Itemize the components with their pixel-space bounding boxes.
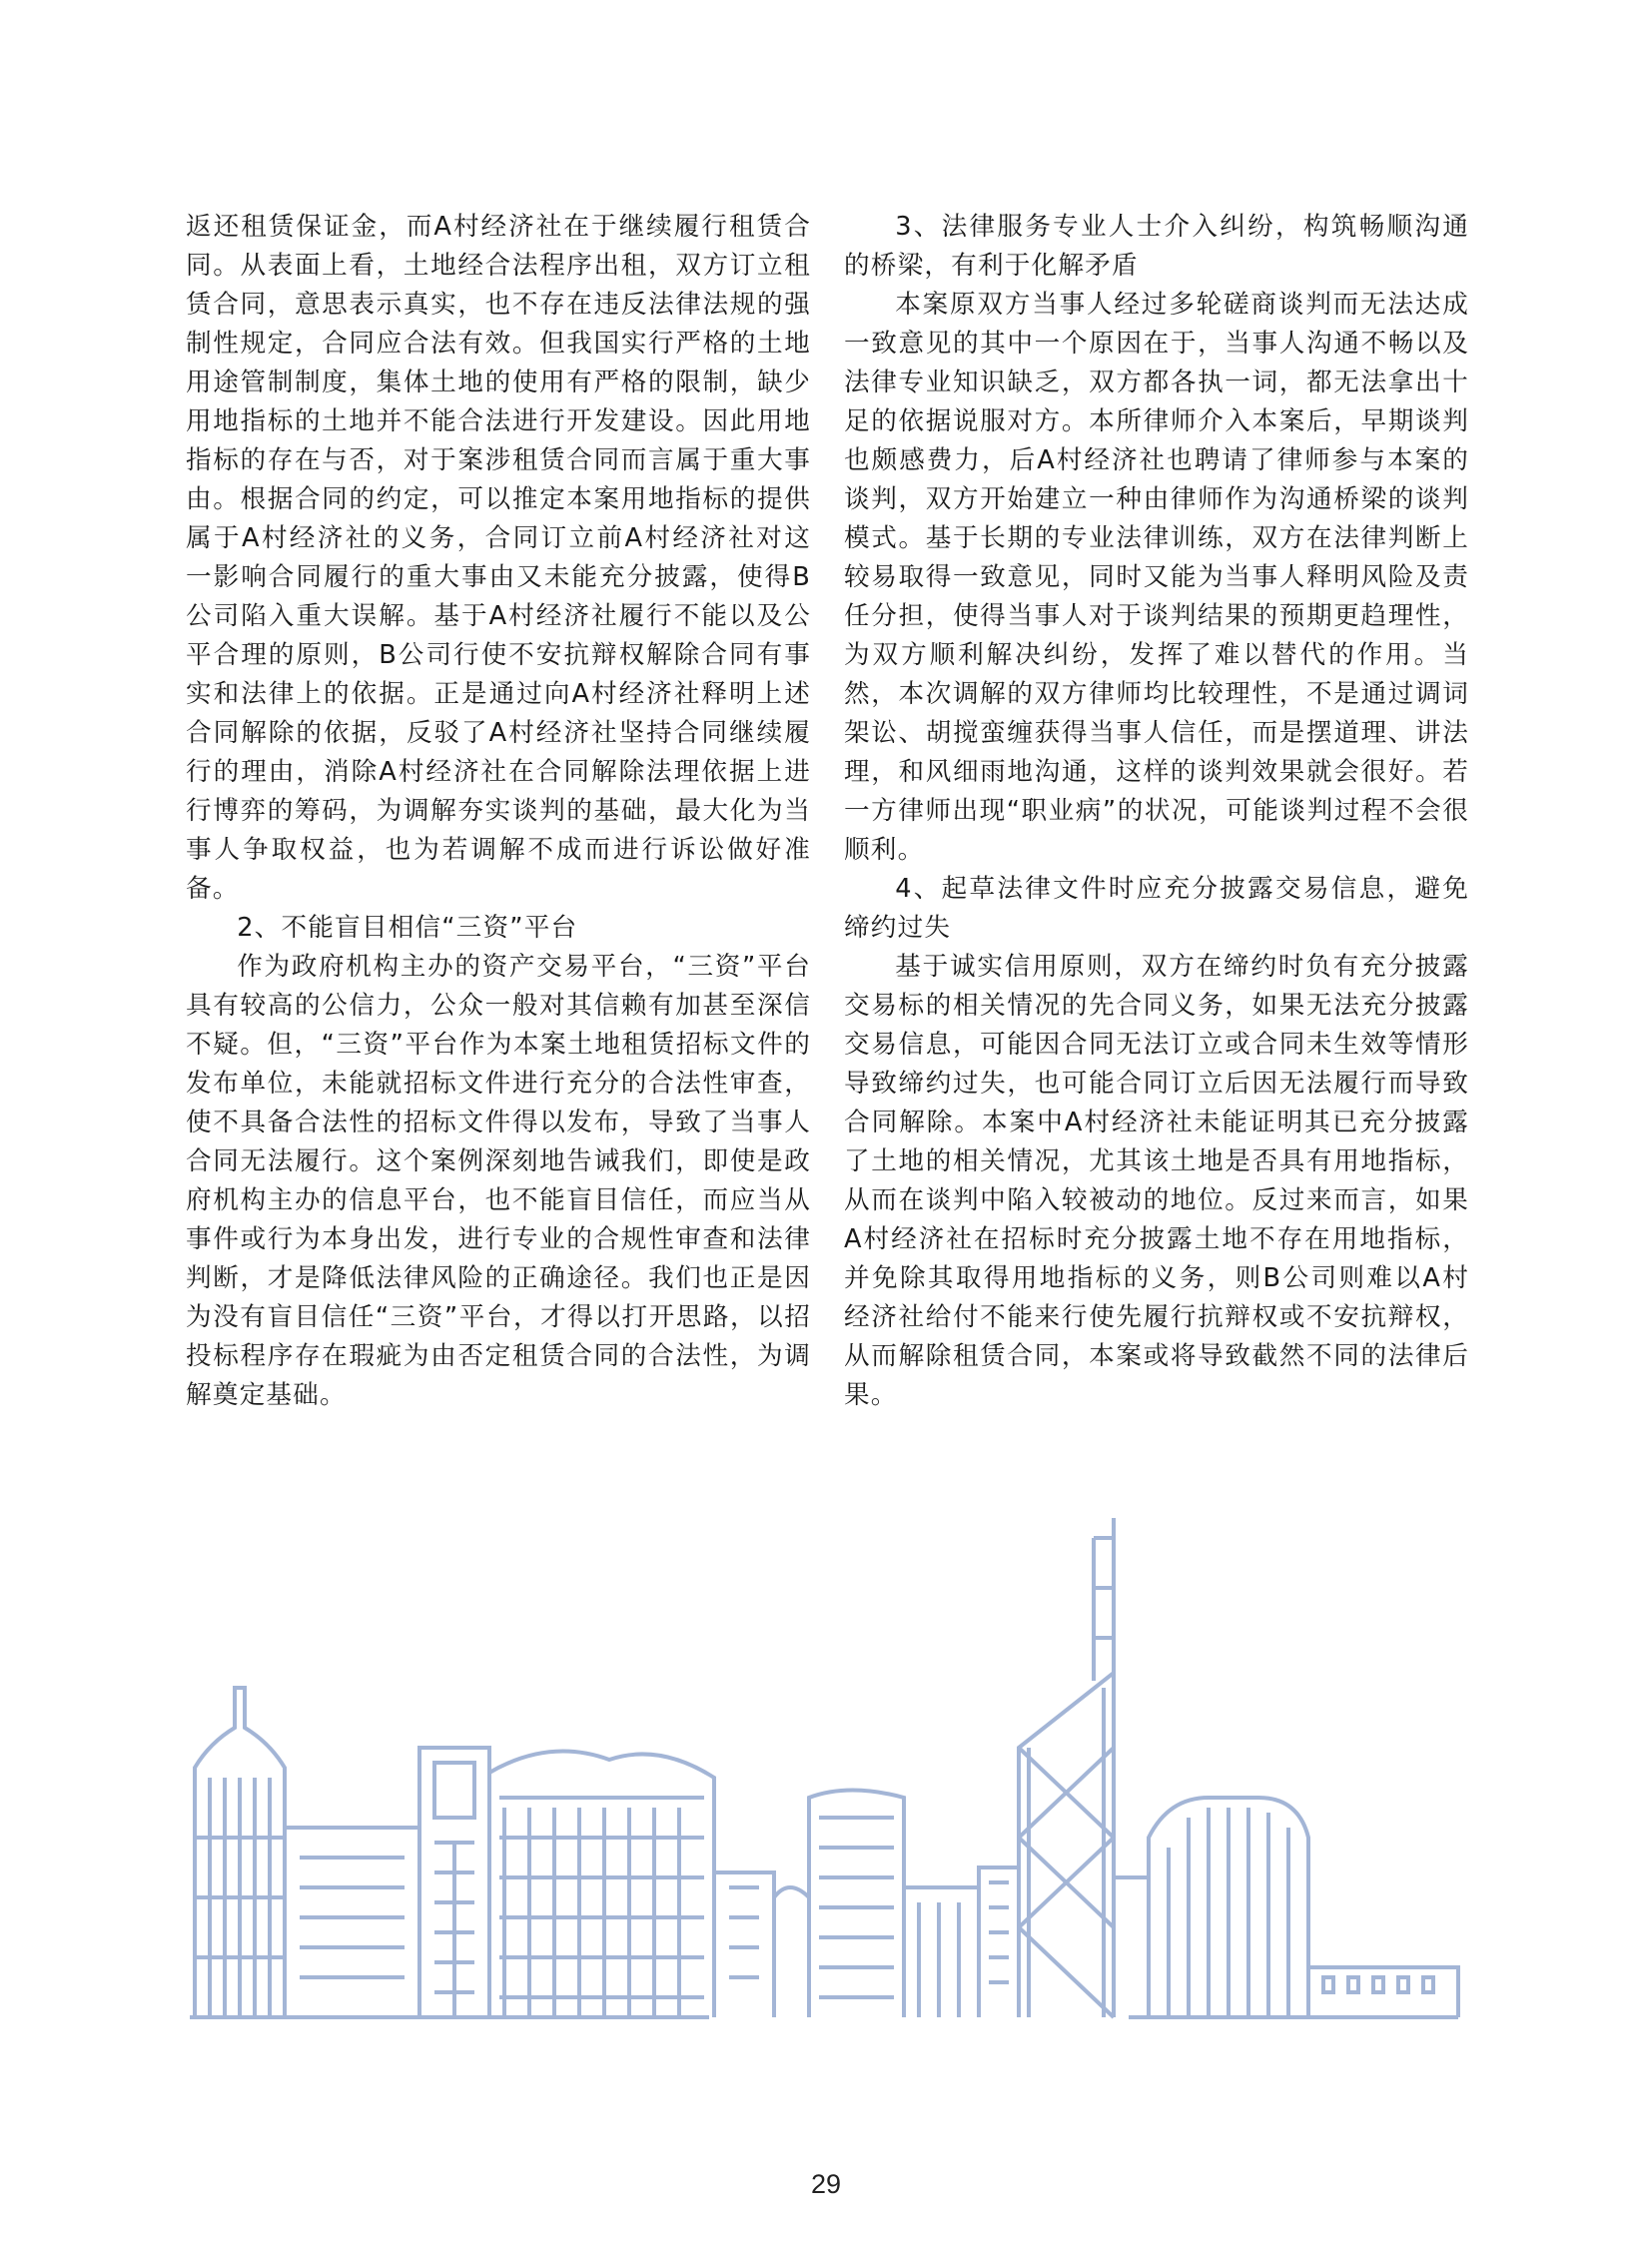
heading-section-2: 2、不能盲目相信“三资”平台	[237, 913, 578, 943]
page-number: 29	[810, 2169, 842, 2199]
paragraph-lease-contract-analysis: 返还租赁保证金，而A村经济社在于继续履行租赁合同。从表面上看，土地经合法程序出租，双方订立租赁合同，意思表示真实，也不存在违反法律法规的强制性规定，合同应合法有效。但我国实行严格的土地用途管制制度，集体土地的使用有严格的限制，缺少用地指标的土地并不能合法进行开发建设。因此用地指标的存在与否，对于案涉租赁合同而言属于重大事由。根据合同的约定，可以推定本案用地指标的提供属于A村经济社的义务，合同订立前A村经济社对这一影响合同履行的重大事由又未能充分披露，使得B公司陷入重大误解。基于A村经济社履行不能以及公平合理的原则，B公司行使不安抗辩权解除合同有事实和法律上的依据。正是通过向A村经济社释明上述合同解除的依据，反驳了A村经济社坚持合同继续履行的理由，消除A村经济社在合同解除法理依据上进行博弈的筹码，为调解夯实谈判的基础，最大化为当事人争取权益，也为若调解不成而进行诉讼做好准备。	[186, 212, 811, 904]
heading-section-3: 3、法律服务专业人士介入纠纷，构筑畅顺沟通的桥梁，有利于化解矛盾	[844, 212, 1469, 281]
paragraph-sanzi-platform: 作为政府机构主办的资产交易平台，“三资”平台具有较高的公信力，公众一般对其信赖有加甚至深信不疑。但，“三资”平台作为本案土地租赁招标文件的发布单位，未能就招标文件进行充分的合法性审查，使不具备合法性的招标文件得以发布，导致了当事人合同无法履行。这个案例深刻地告诫我们，即使是政府机构主办的信息平台，也不能盲目信任，而应当从事件或行为本身出发，进行专业的合规性审查和法律判断，才是降低法律风险的正确途径。我们也正是因为没有盲目信任“三资”平台，才得以打开思路，以招投标程序存在瑕疵为由否定租赁合同的合法性，为调解奠定基础。	[186, 952, 811, 1410]
paragraph-disclosure-duty: 基于诚实信用原则，双方在缔约时负有充分披露交易标的相关情况的先合同义务，如果无法充分披露交易信息，可能因合同无法订立或合同未生效等情形导致缔约过失，也可能合同订立后因无法履行而导致合同解除。本案中A村经济社未能证明其已充分披露了土地的相关情况，尤其该土地是否具有用地指标，从而在谈判中陷入较被动的地位。反过来而言，如果A村经济社在招标时充分披露土地不存在用地指标，并免除其取得用地指标的义务，则B公司则难以A村经济社给付不能来行使先履行抗辩权或不安抗辩权，从而解除租赁合同，本案或将导致截然不同的法律后果。	[844, 952, 1469, 1410]
left-column	[186, 208, 811, 1415]
city-skyline-illustration	[190, 1498, 1478, 2037]
paragraph-lawyer-communication: 本案原双方当事人经过多轮磋商谈判而无法达成一致意见的其中一个原因在于，当事人沟通不畅以及法律专业知识缺乏，双方都各执一词，都无法拿出十足的依据说服对方。本所律师介入本案后，早期谈判也颇感费力，后A村经济社也聘请了律师参与本案的谈判，双方开始建立一种由律师作为沟通桥梁的谈判模式。基于长期的专业法律训练，双方在法律判断上较易取得一致意见，同时又能为当事人释明风险及责任分担，使得当事人对于谈判结果的预期更趋理性，为双方顺利解决纠纷，发挥了难以替代的作用。当然，本次调解的双方律师均比较理性，不是通过调词架讼、胡搅蛮缠获得当事人信任，而是摆道理、讲法理，和风细雨地沟通，这样的谈判效果就会很好。若一方律师出现“职业病”的状况，可能谈判过程不会很顺利。	[844, 290, 1469, 865]
heading-section-4: 4、起草法律文件时应充分披露交易信息，避免缔约过失	[844, 874, 1469, 943]
right-column	[844, 208, 1469, 1415]
